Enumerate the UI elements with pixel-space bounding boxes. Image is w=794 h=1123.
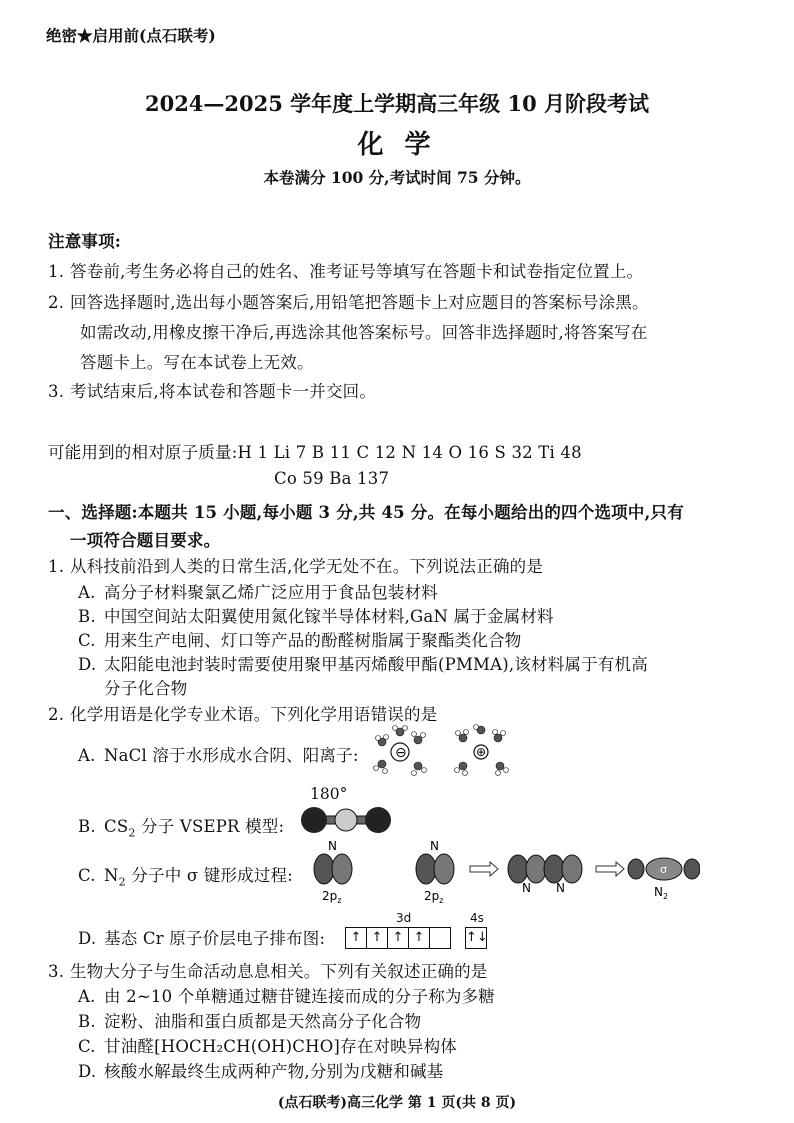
orbital-box bbox=[429, 927, 451, 949]
n-label-2: N bbox=[430, 839, 439, 853]
orbital-label-2: $2p_z$ bbox=[424, 889, 444, 904]
orbital-box: ↑ bbox=[345, 927, 367, 949]
orbital-box: ↑ bbox=[387, 927, 409, 949]
notice-item-2: 2. 回答选择题时,选出每小题答案后,用铅笔把答题卡上对应题目的答案标号涂黑。 bbox=[48, 293, 649, 312]
exam-note: 本卷满分 100 分,考试时间 75 分钟。 bbox=[263, 168, 531, 187]
orbital-3d-boxes bbox=[346, 927, 451, 949]
orbital-box: ↑↓ bbox=[465, 927, 487, 949]
q2-stem: 2. 化学用语是化学专业术语。下列化学用语错误的是 bbox=[48, 705, 438, 724]
q1-stem: 1. 从科技前沿到人类的日常生活,化学无处不在。下列说法正确的是 bbox=[48, 557, 544, 576]
anion-minus-sign: ⊖ bbox=[395, 745, 407, 761]
q3-option-c: C. 甘油醛[HOCH₂CH(OH)CHO]存在对映异构体 bbox=[78, 1037, 457, 1056]
atomic-mass-line2: Co 59 Ba 137 bbox=[274, 469, 390, 488]
orbital-3d-label: 3d bbox=[396, 911, 412, 925]
arrow-icon bbox=[596, 862, 624, 876]
hydrated-ions-diagram bbox=[368, 724, 518, 780]
q1-option-a: A. 高分子材料聚氯乙烯广泛应用于食品包装材料 bbox=[78, 583, 438, 602]
orbital-4s-box bbox=[466, 927, 487, 949]
q2-option-c: C. $N_2$ 分子中 σ 键形成过程: bbox=[78, 866, 294, 889]
q3-option-d: D. 核酸水解最终生成两种产物,分别为戊糖和碱基 bbox=[78, 1062, 444, 1081]
orbital-4s-label: 4s bbox=[470, 911, 484, 925]
q1-option-d: D. 太阳能电池封装时需要使用聚甲基丙烯酸甲酯(PMMA),该材料属于有机高 bbox=[78, 655, 648, 674]
q2-option-a: A. NaCl 溶于水形成水合阴、阳离子: bbox=[78, 746, 359, 765]
q1-option-b: B. 中国空间站太阳翼使用氮化镓半导体材料,GaN 属于金属材料 bbox=[78, 607, 554, 626]
n-label-1: N bbox=[328, 839, 337, 853]
n2-sigma-bond-diagram bbox=[300, 838, 700, 904]
cation-plus-sign: ⊕ bbox=[476, 745, 487, 759]
orbital-box: ↑ bbox=[366, 927, 388, 949]
arrow-icon bbox=[470, 862, 498, 876]
notice-item-2-line2: 如需改动,用橡皮擦干净后,再选涂其他答案标号。回答非选择题时,将答案写在 bbox=[80, 323, 648, 342]
secret-label: 绝密★启用前(点石联考) bbox=[46, 26, 216, 45]
q2-option-d: D. 基态 Cr 原子价层电子排布图: bbox=[78, 929, 326, 948]
notice-item-1: 1. 答卷前,考生务必将自己的姓名、准考证号等填写在答题卡和试卷指定位置上。 bbox=[48, 262, 644, 281]
atomic-mass-line1: 可能用到的相对原子质量:H 1 Li 7 B 11 C 12 N 14 O 16 S 32 Ti 48 bbox=[48, 443, 582, 462]
q3-option-b: B. 淀粉、油脂和蛋白质都是天然高分子化合物 bbox=[78, 1012, 422, 1031]
q3-stem: 3. 生物大分子与生命活动息息相关。下列有关叙述正确的是 bbox=[48, 962, 488, 981]
n2-label: $N_2$ bbox=[654, 885, 669, 901]
section1-heading-line2: 一项符合题目要求。 bbox=[70, 531, 221, 550]
q1-option-d-line2: 分子化合物 bbox=[104, 679, 188, 698]
page-footer: (点石联考)高三化学 第 1 页(共 8 页) bbox=[277, 1095, 517, 1111]
orbital-box: ↑ bbox=[408, 927, 430, 949]
notice-item-2-line3: 答题卡上。写在本试卷上无效。 bbox=[80, 353, 314, 372]
notice-heading: 注意事项: bbox=[48, 232, 122, 251]
cs2-vsepr-model bbox=[296, 800, 396, 840]
notice-item-3: 3. 考试结束后,将本试卷和答题卡一并交回。 bbox=[48, 382, 377, 401]
q2-b-angle-label: 180° bbox=[310, 785, 348, 803]
orbital-label-1: $2p_z$ bbox=[322, 889, 342, 904]
q3-option-a: A. 由 2~10 个单糖通过糖苷键连接而成的分子称为多糖 bbox=[78, 987, 496, 1006]
q2-option-b: B. $CS_2$ 分子 VSEPR 模型: bbox=[78, 817, 285, 840]
n-label-4: N bbox=[556, 881, 565, 895]
section1-heading: 一、选择题:本题共 15 小题,每小题 3 分,共 45 分。在每小题给出的四个选项中,只有 bbox=[48, 503, 684, 522]
q1-option-c: C. 用来生产电闸、灯口等产品的酚醛树脂属于聚酯类化合物 bbox=[78, 631, 522, 650]
subject-title: 化 学 bbox=[357, 130, 437, 160]
n-label-3: N bbox=[522, 881, 531, 895]
exam-title: 2024—2025 学年度上学期高三年级 10 月阶段考试 bbox=[144, 91, 650, 116]
sigma-label: σ bbox=[660, 863, 667, 876]
